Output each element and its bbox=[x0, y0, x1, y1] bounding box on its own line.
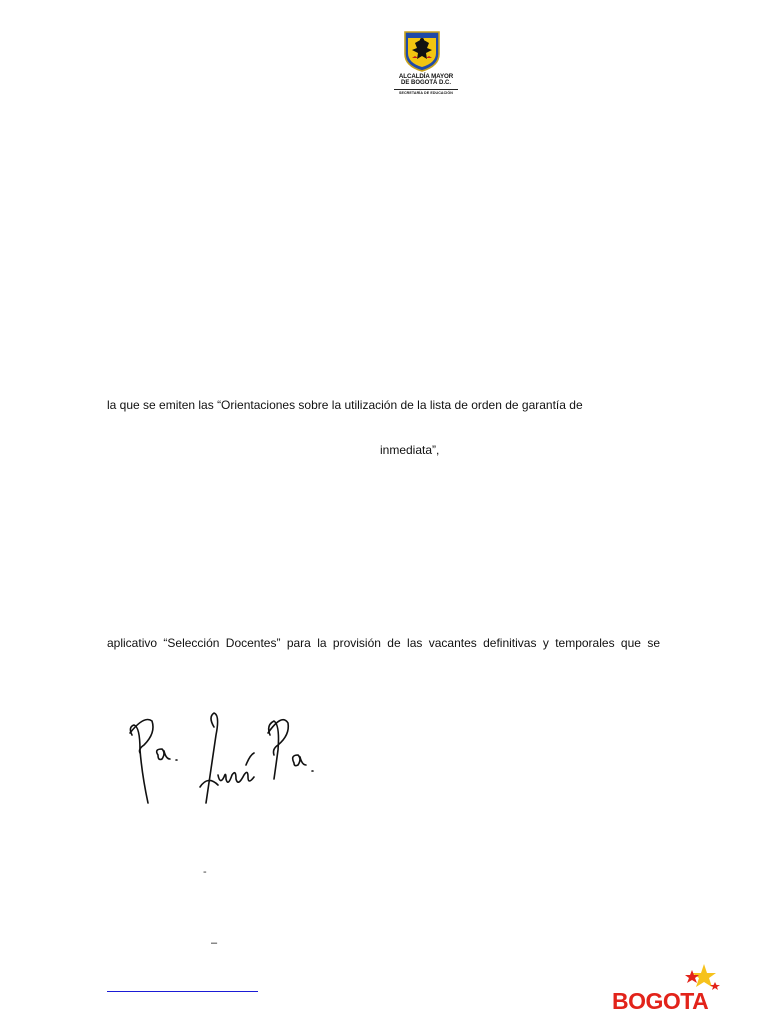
logo-department-line: SECRETARÍA DE EDUCACIÓN bbox=[398, 91, 453, 95]
footer-logo-text: BOGOTA bbox=[612, 988, 709, 1014]
logo-divider bbox=[394, 89, 458, 90]
stars-icon bbox=[682, 960, 726, 1004]
logo-title-line: ALCALDÍA MAYOR bbox=[398, 73, 454, 80]
dash-mark: - bbox=[203, 866, 207, 878]
dash-mark: – bbox=[211, 937, 218, 949]
footnote-separator bbox=[107, 991, 258, 992]
body-text-line: inmediata”, bbox=[380, 443, 440, 457]
body-text-line: aplicativo “Selección Docentes” para la provisión de las vacantes definitivas y temporales que se bbox=[107, 636, 660, 650]
header-logo bbox=[388, 28, 464, 104]
coat-of-arms-icon bbox=[403, 30, 441, 72]
body-text-line: la que se emiten las “Orientaciones sobre la utilización de la lista de orden de garantía de bbox=[107, 398, 583, 412]
logo-subtitle-line: DE BOGOTÁ D.C. bbox=[400, 80, 451, 86]
footer-logo bbox=[612, 960, 724, 1020]
signature-image bbox=[118, 705, 328, 810]
